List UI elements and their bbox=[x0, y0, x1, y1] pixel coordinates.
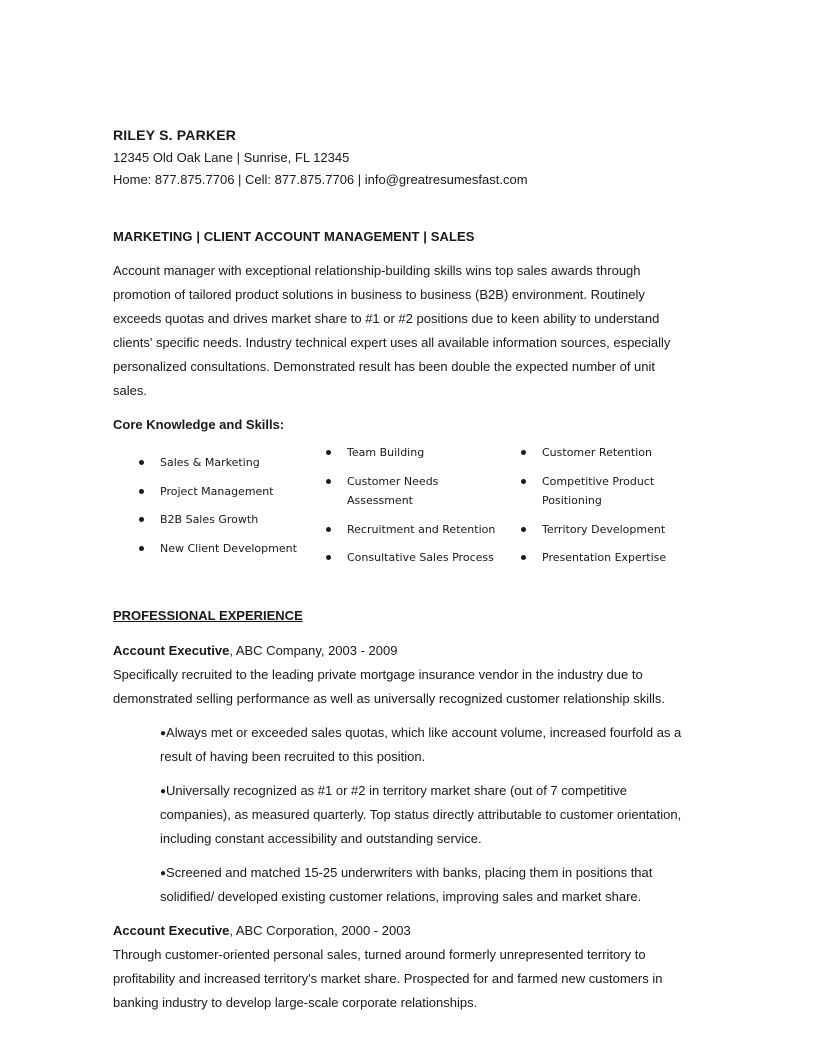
bullet-icon bbox=[326, 555, 331, 560]
job-details: , ABC Company, 2003 - 2009 bbox=[229, 643, 398, 658]
job-description-line: profitability and increased territory's market share. Prospected for and farmed new customers in bbox=[113, 971, 663, 986]
bullet-icon bbox=[326, 450, 331, 455]
achievement-list bbox=[160, 721, 720, 919]
bullet-icon bbox=[139, 489, 144, 494]
bullet-icon: ● bbox=[160, 728, 167, 739]
job-description-line: demonstrated selling performance as well as universally recognized customer relationship skills. bbox=[113, 691, 666, 706]
skill-item: New Client Development bbox=[139, 539, 297, 558]
bullet-icon bbox=[139, 517, 144, 522]
job-title-line bbox=[113, 643, 397, 658]
skill-item: Team Building bbox=[326, 443, 495, 462]
core-skills-heading: Core Knowledge and Skills: bbox=[113, 417, 285, 432]
skill-item: Recruitment and Retention bbox=[326, 520, 495, 539]
address-line: 12345 Old Oak Lane | Sunrise, FL 12345 bbox=[113, 150, 350, 165]
skill-item: Customer Needs Assessment bbox=[326, 472, 495, 510]
resume-headline: MARKETING | CLIENT ACCOUNT MANAGEMENT | SALES bbox=[113, 229, 475, 244]
candidate-name: RILEY S. PARKER bbox=[113, 127, 237, 143]
skill-item: Sales & Marketing bbox=[139, 453, 297, 472]
achievement-item: ●Always met or exceeded sales quotas, which like account volume, increased fourfold as a result of having been recruited to this position. bbox=[160, 725, 682, 764]
job-title-line bbox=[113, 923, 411, 938]
job-description bbox=[113, 663, 713, 711]
bullet-icon: ● bbox=[160, 786, 167, 797]
summary-line: personalized consultations. Demonstrated result has been double the expected number of unit bbox=[113, 359, 656, 374]
bullet-icon bbox=[521, 527, 526, 532]
bullet-icon: ● bbox=[160, 868, 167, 879]
bullet-icon bbox=[139, 546, 144, 551]
summary-paragraph bbox=[113, 259, 713, 403]
summary-line: exceeds quotas and drives market share to #1 or #2 positions due to keen ability to understand bbox=[113, 311, 660, 326]
skill-item: Consultative Sales Process bbox=[326, 548, 495, 567]
summary-line: promotion of tailored product solutions in business to business (B2B) environment. Routinely bbox=[113, 287, 645, 302]
skill-item: Customer Retention bbox=[521, 443, 666, 462]
bullet-icon bbox=[326, 527, 331, 532]
skill-item: Territory Development bbox=[521, 520, 666, 539]
job-description-line: Specifically recruited to the leading private mortgage insurance vendor in the industry due to bbox=[113, 667, 643, 682]
bullet-icon bbox=[521, 479, 526, 484]
skill-item: Project Management bbox=[139, 482, 297, 501]
skill-item: Presentation Expertise bbox=[521, 548, 666, 567]
job-description bbox=[113, 943, 713, 1015]
job-description-line: Through customer-oriented personal sales, turned around formerly unrepresented territory to bbox=[113, 947, 646, 962]
summary-line: clients' specific needs. Industry technical expert uses all available information sources, especially bbox=[113, 335, 671, 350]
job-description-line: banking industry to develop large-scale corporate relationships. bbox=[113, 995, 478, 1010]
bullet-icon bbox=[521, 555, 526, 560]
bullet-icon bbox=[326, 479, 331, 484]
achievement-item: ●Screened and matched 15-25 underwriters with banks, placing them in positions that solidified/ developed existing customer relations, improving sales and market share. bbox=[160, 865, 653, 904]
achievement-item: ●Universally recognized as #1 or #2 in territory market share (out of 7 competitive companies), as measured quarterly. Top status directly attributable to customer orientation, including constant accessibility and outstanding service. bbox=[160, 783, 682, 846]
job-role: Account Executive bbox=[113, 923, 230, 938]
skills-column-2 bbox=[326, 443, 495, 567]
summary-line: sales. bbox=[113, 383, 147, 398]
job-role: Account Executive bbox=[113, 643, 230, 658]
skills-column-3 bbox=[521, 443, 666, 567]
summary-line: Account manager with exceptional relationship-building skills wins top sales awards through bbox=[113, 263, 641, 278]
experience-heading: PROFESSIONAL EXPERIENCE bbox=[113, 608, 303, 623]
skill-item: Competitive Product Positioning bbox=[521, 472, 666, 510]
skills-column-1 bbox=[139, 453, 297, 558]
contact-line: Home: 877.875.7706 | Cell: 877.875.7706 | info@greatresumesfast.com bbox=[113, 172, 528, 187]
bullet-icon bbox=[139, 460, 144, 465]
skill-item: B2B Sales Growth bbox=[139, 510, 297, 529]
bullet-icon bbox=[521, 450, 526, 455]
job-details: , ABC Corporation, 2000 - 2003 bbox=[229, 923, 411, 938]
